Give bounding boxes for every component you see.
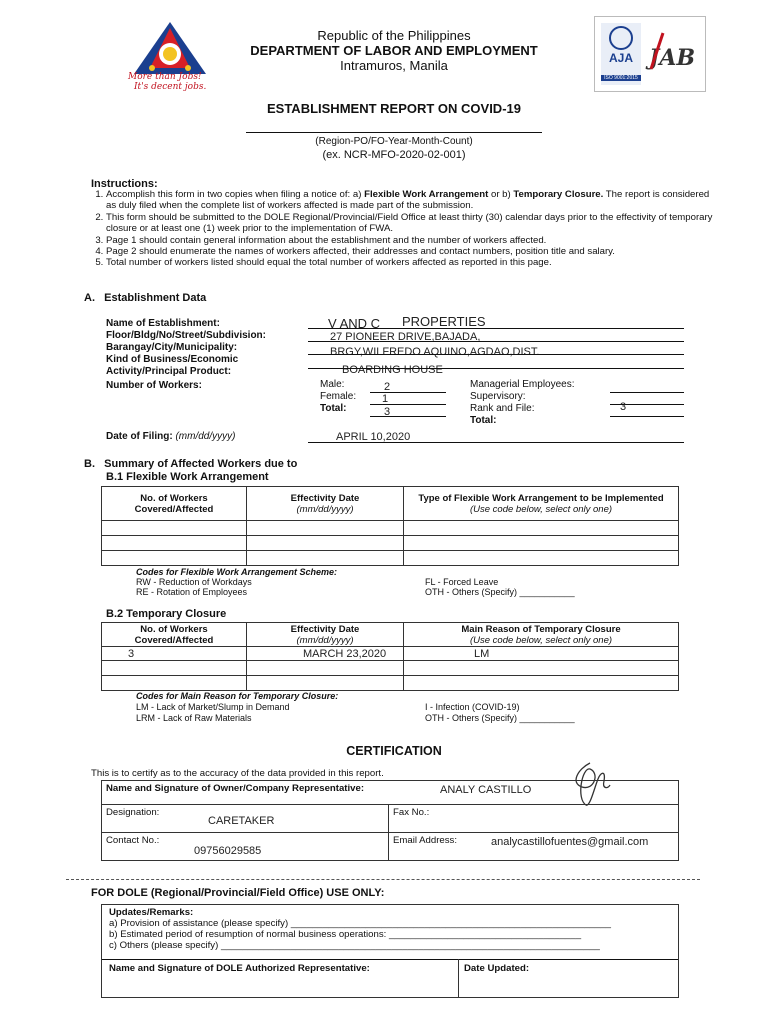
logo-slogan-2: It's decent jobs. [134,82,207,92]
contact-value: 09756029585 [194,845,262,857]
fwa-cell[interactable] [404,521,679,536]
label-total-2: Total: [470,415,497,426]
value-address: 27 PIONEER DRIVE,BAJADA, [330,331,481,343]
fwa-table-header [102,487,679,521]
fax-cell [389,805,679,833]
label-date-format: (mm/dd/yyyy) [175,431,236,442]
closure-cell-reason[interactable]: LM [404,647,679,661]
closure-cell[interactable] [247,676,404,691]
dashed-separator [66,879,700,880]
fwa-code-re: RE - Rotation of Employees [136,587,248,597]
fwa-col-type [404,487,679,521]
fwa-cell[interactable] [404,551,679,566]
dole-divider [458,959,459,997]
instruction-item: 3. Page 1 should contain general information about the establishment and the number of workers affected. [106,235,716,246]
fwa-cell[interactable] [102,521,247,536]
ref-example: (ex. NCR-MFO-2020-02-001) [322,149,466,161]
instruction-item: 1. Accomplish this form in two copies when filing a notice of: a) Flexible Work Arrangement or b) Temporary Closure. The report is considered as duly filed when the complete list of workers affected is made part of the submission. [106,189,716,212]
closure-col-reason-title: Main Reason of Temporary Closure [461,623,621,635]
closure-col-reason [404,623,679,647]
closure-codes-heading: Codes for Main Reason for Temporary Closure: [136,691,339,701]
value-female: 1 [382,393,389,405]
closure-table-header [102,623,679,647]
closure-col-date [247,623,404,647]
dole-item-b[interactable]: b) Estimated period of resumption of normal business operations: ____________________________________ [109,929,582,940]
table-row [102,661,679,676]
section-a-heading: A. Establishment Data [84,292,207,304]
value-male: 2 [384,381,391,393]
dole-box [101,904,679,998]
closure-code-oth: OTH - Others (Specify) ___________ [425,713,575,723]
logo-slogan: More than Jobs! [128,72,202,82]
header-department: DEPARTMENT OF LABOR AND EMPLOYMENT [250,43,538,58]
fwa-code-oth: OTH - Others (Specify) ___________ [425,587,575,597]
label-total: Total: [320,403,347,414]
closure-col-reason-sub: (Use code below, select only one) [469,634,613,646]
fwa-codes-heading: Codes for Flexible Work Arrangement Scheme: [136,567,338,577]
fwa-cell[interactable] [102,536,247,551]
fwa-col-date [247,487,404,521]
fwa-col-type-title: Type of Flexible Work Arrangement to be Implemented [418,492,664,504]
aja-text: AJA [608,51,633,65]
label-workers: Number of Workers: [106,380,202,391]
closure-cell[interactable] [102,676,247,691]
dole-heading: FOR DOLE (Regional/Provincial/Field Office) USE ONLY: [91,887,385,899]
closure-table [101,622,679,691]
closure-cell[interactable] [247,661,404,676]
closure-col-date-title: Effectivity Date [290,623,360,635]
section-b1-heading: B.1 Flexible Work Arrangement [106,471,269,483]
fwa-code-rw: RW - Reduction of Workdays [136,577,252,587]
table-row [102,676,679,691]
fwa-table [101,486,679,566]
label-date-filing-text: Date of Filing: [106,431,173,442]
dole-sig-label: Name and Signature of DOLE Authorized Representative: [109,963,370,974]
closure-cell[interactable] [102,661,247,676]
table-row [102,781,679,805]
dole-updates-label: Updates/Remarks: [109,907,194,918]
dole-item-a[interactable]: a) Provision of assistance (please specify) ____________________________________________________________ [109,918,611,929]
closure-col-date-sub: (mm/dd/yyyy) [296,634,354,646]
closure-cell[interactable] [404,661,679,676]
dole-date-label: Date Updated: [464,963,530,974]
certification-table [101,780,679,861]
value-rank: 3 [620,401,627,413]
label-activity: Activity/Principal Product: [106,366,232,377]
designation-value: CARETAKER [208,815,275,827]
page-title: ESTABLISHMENT REPORT ON COVID-19 [266,101,521,116]
label-managerial: Managerial Employees: [470,379,575,390]
label-date-filing [106,431,235,442]
table-row [102,536,679,551]
closure-col-workers: No. of Workers Covered/Affected [102,623,247,647]
table-row [102,647,679,661]
value-city: BRGY,WILFREDO AQUINO,AGDAO,DIST. [330,346,540,358]
fwa-col-date-sub: (mm/dd/yyyy) [296,503,354,515]
email-label: Email Address: [393,835,457,846]
section-b-heading: B. Summary of Affected Workers due to [84,458,298,470]
value-establishment-name-2: PROPERTIES [402,314,486,329]
label-supervisory: Supervisory: [470,391,526,402]
closure-cell[interactable] [404,676,679,691]
label-rank: Rank and File: [470,403,535,414]
closure-code-lrm: LRM - Lack of Raw Materials [136,713,252,723]
label-establishment-name: Name of Establishment: [106,318,220,329]
label-address: Floor/Bldg/No/Street/Subdivision: [106,330,266,341]
contact-label: Contact No.: [106,835,160,846]
value-establishment-name: V AND C [328,316,381,331]
certification-heading: CERTIFICATION [346,744,442,758]
certification-statement: This is to certify as to the accuracy of the data provided in this report. [91,768,384,779]
fwa-code-fl: FL - Forced Leave [425,577,499,587]
table-row [102,551,679,566]
owner-cell [102,781,679,805]
jab-logo: JAB [649,45,696,71]
fwa-cell[interactable] [247,521,404,536]
ref-format: (Region-PO/FO-Year-Month-Count) [315,136,473,147]
fwa-col-workers: No. of Workers Covered/Affected [102,487,247,521]
header-location: Intramuros, Manila [340,58,448,73]
designation-cell [102,805,389,833]
fwa-col-type-sub: (Use code below, select only one) [469,503,613,515]
fwa-cell[interactable] [102,551,247,566]
email-cell [389,833,679,861]
aja-iso-text: ISO 9001:2015 [601,75,641,81]
instructions-heading: Instructions: [91,178,158,190]
owner-label: Name and Signature of Owner/Company Representative: [106,783,365,794]
label-city: Barangay/City/Municipality: [106,342,238,353]
fax-label: Fax No.: [393,807,430,818]
value-date-filing: APRIL 10,2020 [336,431,411,443]
fwa-cell[interactable] [247,536,404,551]
email-value: analycastillofuentes@gmail.com [491,836,649,848]
section-b2-heading: B.2 Temporary Closure [106,608,227,620]
instruction-item: 2. This form should be submitted to the DOLE Regional/Provincial/Field Office at least thirty (30) calendar days prior to the effectivity of temporary closure or at least one (1) week prior to the implementation of FWA. [106,212,716,235]
label-female: Female: [320,391,357,402]
label-male: Male: [320,379,345,390]
jab-swoosh-icon [647,31,667,71]
fwa-col-date-title: Effectivity Date [290,492,360,504]
signature-icon [560,759,614,811]
header-republic: Republic of the Philippines [317,28,471,43]
fwa-cell[interactable] [404,536,679,551]
value-total: 3 [384,406,391,418]
closure-cell-workers[interactable]: 3 [102,647,247,661]
aja-logo [601,23,641,85]
closure-code-lm: LM - Lack of Market/Slump in Demand [136,702,290,712]
instruction-item: 4. Page 2 should enumerate the names of workers affected, their addresses and contact numbers, position title and salary. [106,246,716,257]
designation-label: Designation: [106,807,160,818]
instructions-list [90,189,716,269]
instruction-item: 5. Total number of workers listed should equal the total number of workers affected as reported in this page. [106,257,716,268]
owner-value: ANALY CASTILLO [440,784,532,796]
label-business: Kind of Business/Economic [106,354,239,365]
fwa-cell[interactable] [247,551,404,566]
certification-logos [594,16,706,92]
table-row [102,521,679,536]
closure-code-i: I - Infection (COVID-19) [425,702,520,712]
dole-item-c[interactable]: c) Others (please specify) _______________________________________________________________________ [109,940,600,951]
closure-cell-date[interactable]: MARCH 23,2020 [247,647,404,661]
contact-cell [102,833,389,861]
value-business: BOARDING HOUSE [342,364,443,376]
table-row [102,833,679,861]
